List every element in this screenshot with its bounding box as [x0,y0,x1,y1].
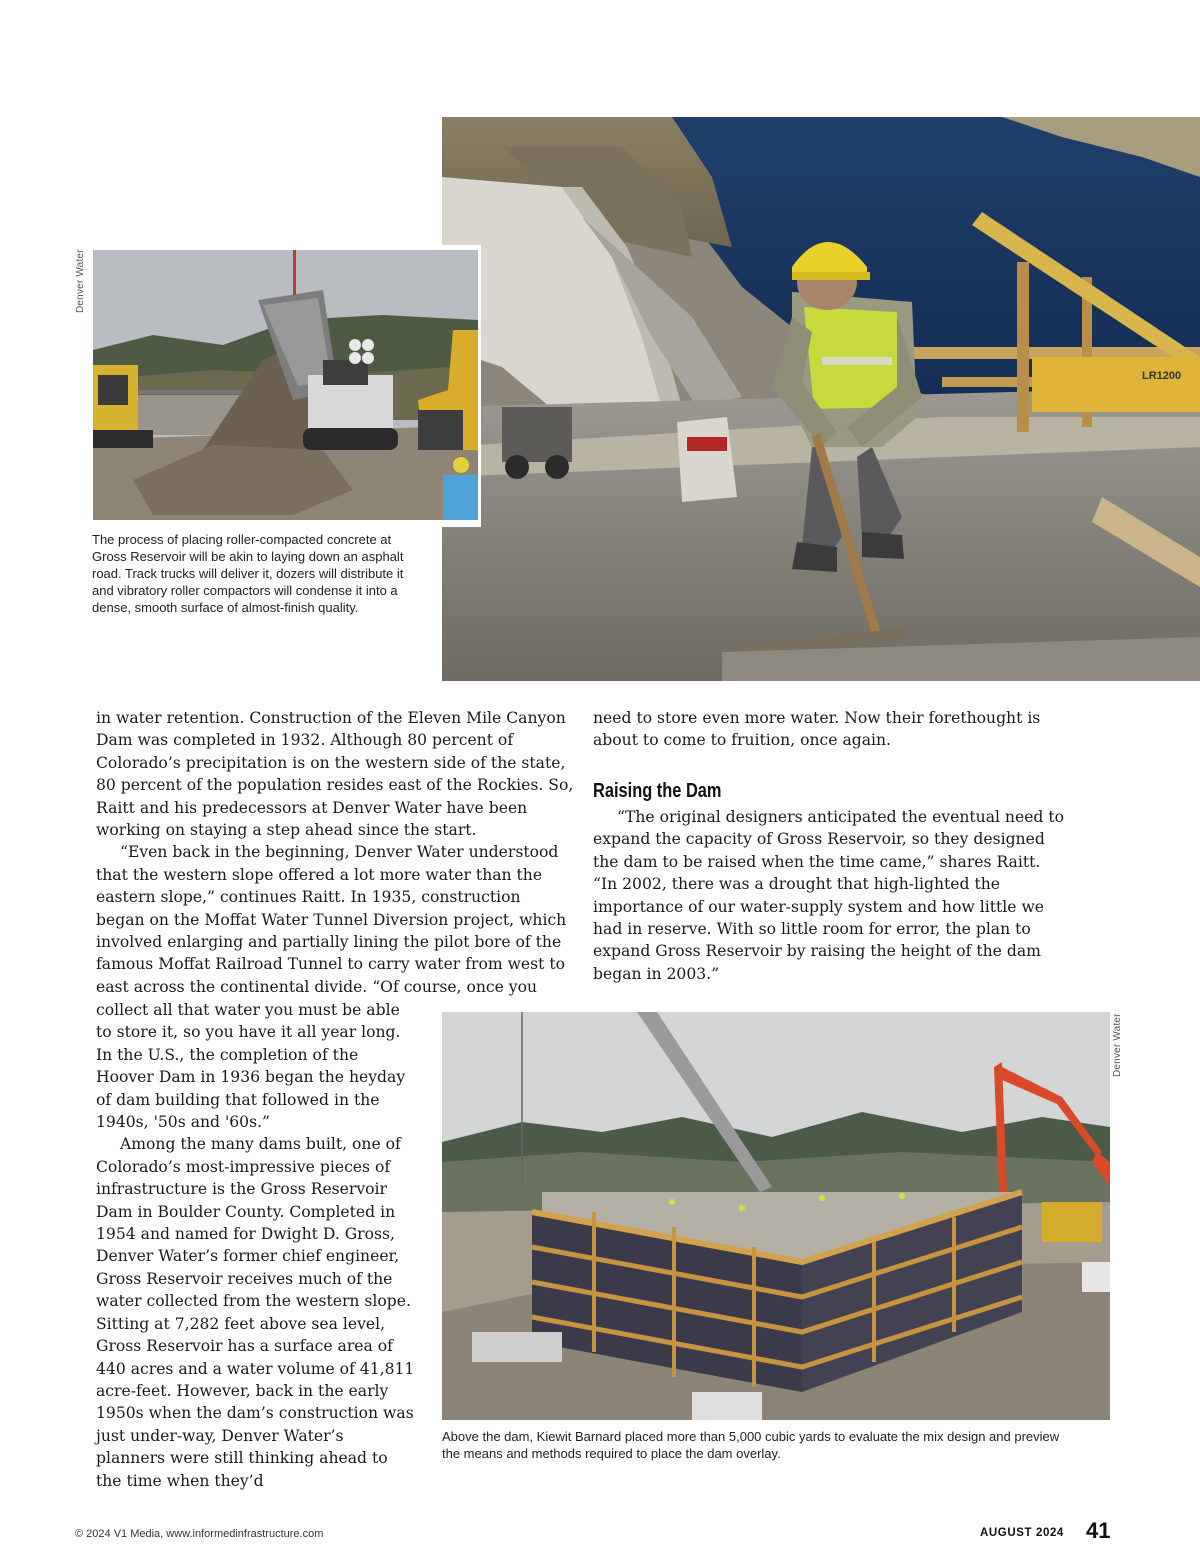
track-truck-photo [93,250,478,520]
inset-caption: The process of placing roller-compacted concrete at Gross Reservoir will be akin to laying down an asphalt road. Track trucks will deliver it, dozers will distribute it and vibratory roller compactors will condense it into a dense, smooth surface of almost-finish quality. [92,532,404,615]
paragraph: “Even back in the beginning, Denver Water understood that the western slope offered a lot more water than the eastern slope,” continues Raitt. In 1935, construction began on the Moffat Water Tunnel Diversion project, which involved enlarging and partially lining the pilot bore of the famous Moffat Railroad Tunnel to carry water from west to east across the continental divide. “Of course, once you [96,843,567,996]
copyright: © 2024 V1 Media, www.informedinfrastructure.com [75,1528,324,1540]
issue-date: AUGUST 2024 [980,1527,1064,1539]
photo-credit-top: Denver Water [75,249,86,313]
paragraph: in water retention. Construction of the Eleven Mile Canyon Dam was completed in 1932. Although 80 percent of Colorado’s precipitation is on the western side of the state, 80 percent of the population resides east of the Rockies. So, Raitt and his predecessors at Denver Water have been working on staying a step ahead since the start. [96,709,574,840]
left-column-upper [96,707,574,998]
machine-label: LR1200 [1142,370,1182,382]
section-heading: Raising the Dam [593,780,722,802]
paragraph: collect all that water you must be able to store it, so you have it all year long. In the U.S., the completion of the Hoover Dam in 1936 began the heyday of dam building that followed in the 1940s, '50s and '60s.” [96,1001,406,1132]
dam-worker-photo [442,117,1200,681]
page-number: 41 [1086,1518,1111,1543]
right-column-lower [593,806,1068,985]
bottom-caption: Above the dam, Kiewit Barnard placed more than 5,000 cubic yards to evaluate the mix design and preview the means and methods required to place the dam overlay. [442,1429,1060,1461]
paragraph: Among the many dams built, one of Colorado’s most-impressive pieces of infrastructure is the Gross Reservoir Dam in Boulder County. Completed in 1954 and named for Dwight D. Gross, Denver Water’s former chief engineer, Gross Reservoir receives much of the water collected from the western slope. Sitting at 7,282 feet above sea level, Gross Reservoir has a surface area of 440 acres and a water volume of 41,811 acre-feet. However, back in the early 1950s when the dam’s construction was just under-way, Denver Water’s planners were still thinking ahead to the time when they’d [96,1135,415,1490]
photo-credit-bottom: Denver Water [1112,1013,1123,1077]
right-column-upper [593,707,1073,752]
paragraph: “The original designers anticipated the eventual need to expand the capacity of Gross Reservoir, so they designed the dam to be raised when the time came,” shares Raitt. “In 2002, there was a drought that high-lighted the importance of our water-supply system and how little we had in reserve. With so little room for error, the plan to expand Gross Reservoir by raising the height of the dam began in 2003.” [593,808,1065,983]
paragraph: need to store even more water. Now their forethought is about to come to fruition, once again. [593,709,1041,750]
dam-overlay-photo [442,1012,1110,1420]
left-column-lower [96,999,416,1492]
